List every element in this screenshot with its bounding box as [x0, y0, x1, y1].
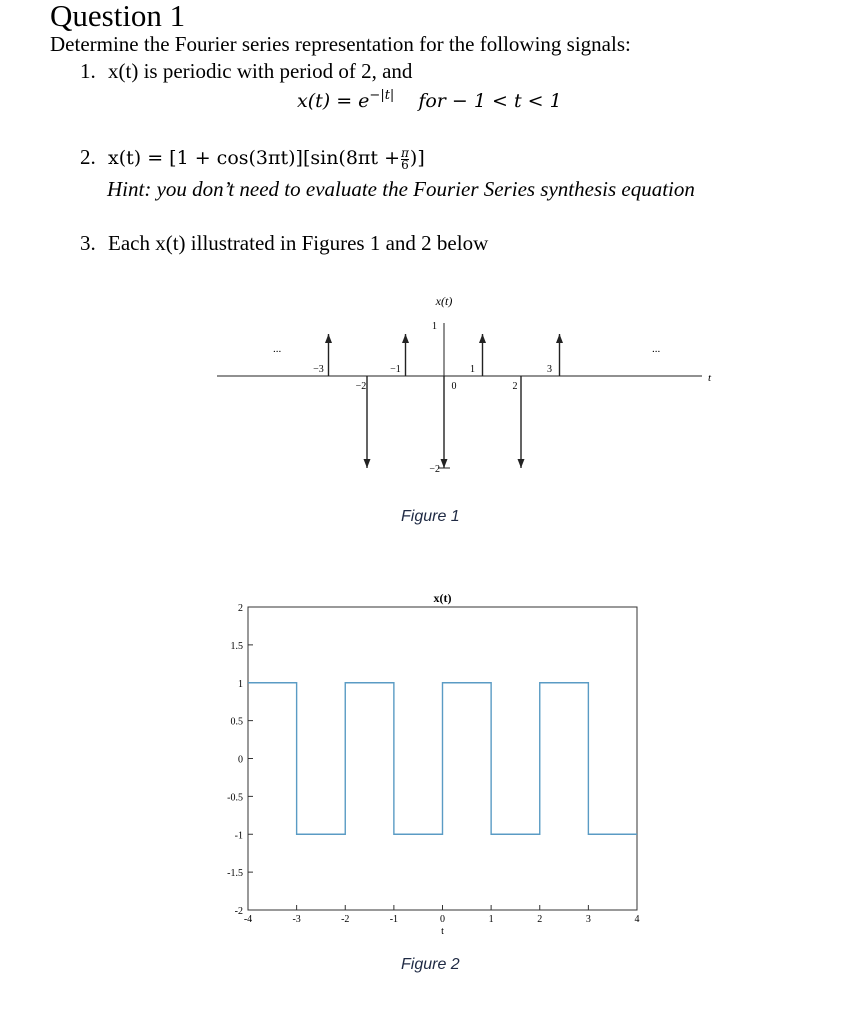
fig2-x-tick-label: -2 — [341, 914, 350, 925]
fig1-impulse-arrowhead — [518, 459, 525, 468]
item-3-text: Each x(t) illustrated in Figures 1 and 2 below — [108, 231, 489, 255]
item-1-equation-exponent: −|t| — [369, 88, 395, 103]
figure-2-caption: Figure 2 — [401, 956, 460, 973]
figure-1-impulse-plot — [0, 285, 855, 515]
fig2-series-line — [248, 683, 637, 835]
fig1-tick-label: −3 — [313, 364, 324, 375]
fig2-x-tick-label: 4 — [634, 914, 640, 925]
fig1-tick-label: −1 — [390, 364, 401, 375]
fig1-ellipsis-right: ... — [652, 343, 661, 355]
item-2-equation-a: x(t) = [1 + cos(3πt)][sin(8πt + — [108, 147, 401, 169]
item-1-equation-lhs: x(t) = e — [297, 90, 370, 112]
item-1-text: x(t) is periodic with period of 2, and — [108, 59, 413, 83]
fig1-tick-label: 1 — [470, 364, 475, 375]
intro-text: Determine the Fourier series representation for the following signals: — [50, 32, 631, 56]
item-1 — [80, 59, 412, 84]
item-2-frac-denominator: 6 — [401, 157, 409, 172]
fig2-x-tick-label: 0 — [440, 914, 445, 925]
fig1-impulse-arrowhead — [402, 334, 409, 343]
item-3-number: 3. — [80, 231, 96, 255]
fig2-x-tick-label: -3 — [292, 914, 301, 925]
fig2-y-tick-label: 0.5 — [230, 716, 243, 728]
figure-1-caption: Figure 1 — [401, 508, 460, 525]
fig2-x-tick-label: 3 — [585, 914, 591, 925]
fig1-ylabel: x(t) — [435, 294, 453, 308]
fig2-y-tick-label: -2 — [234, 906, 243, 917]
item-3 — [80, 231, 488, 256]
fig2-x-tick-label: 2 — [537, 914, 543, 925]
fig1-impulse-arrowhead — [479, 334, 486, 343]
fig2-x-tick-label: -4 — [243, 914, 253, 925]
fig1-tick-label: 3 — [547, 364, 552, 375]
item-2 — [80, 145, 425, 171]
fig2-y-tick-label: 1.5 — [230, 640, 243, 652]
item-1-equation — [297, 88, 562, 113]
fig2-x-tick-label: 1 — [488, 914, 494, 925]
fig2-y-tick-label: -1.5 — [227, 868, 243, 880]
fig2-y-tick-label: -0.5 — [227, 792, 243, 804]
fig1-down-value-label: −2 — [429, 464, 440, 475]
fig1-impulse-arrowhead — [325, 334, 332, 343]
fig2-y-tick-label: -1 — [234, 830, 243, 842]
fig1-tick-label: 0 — [451, 381, 457, 392]
item-1-equation-condition: for − 1 < t < 1 — [418, 90, 562, 112]
fig1-tick-label: 2 — [512, 381, 518, 392]
fig2-x-tick-label: -1 — [389, 914, 399, 925]
item-1-number: 1. — [80, 59, 96, 83]
fig1-impulse-arrowhead — [364, 459, 371, 468]
fig2-y-tick-label: 0 — [238, 754, 243, 766]
item-2-frac-numerator: π — [401, 145, 409, 160]
question-title: Question 1 — [50, 0, 186, 33]
fig1-impulse-arrowhead — [556, 334, 563, 343]
item-2-hint: Hint: you don’t need to evaluate the Fourier Series synthesis equation — [107, 177, 695, 201]
fig1-up-value-label: 1 — [432, 321, 437, 332]
fig1-impulse-arrowhead — [441, 459, 448, 468]
fig2-y-tick-label: 1 — [238, 678, 243, 690]
item-2-equation-b: )] — [409, 147, 425, 169]
fig2-y-tick-label: 2 — [238, 603, 243, 614]
figure-2-chart — [0, 585, 855, 945]
fig1-xlabel: t — [708, 372, 712, 384]
fig2-xlabel: t — [441, 926, 444, 937]
fig2-title: x(t) — [433, 591, 452, 605]
fig1-tick-label: −2 — [355, 381, 367, 392]
item-2-number: 2. — [80, 145, 96, 169]
fig1-ellipsis-left: ... — [273, 343, 282, 355]
